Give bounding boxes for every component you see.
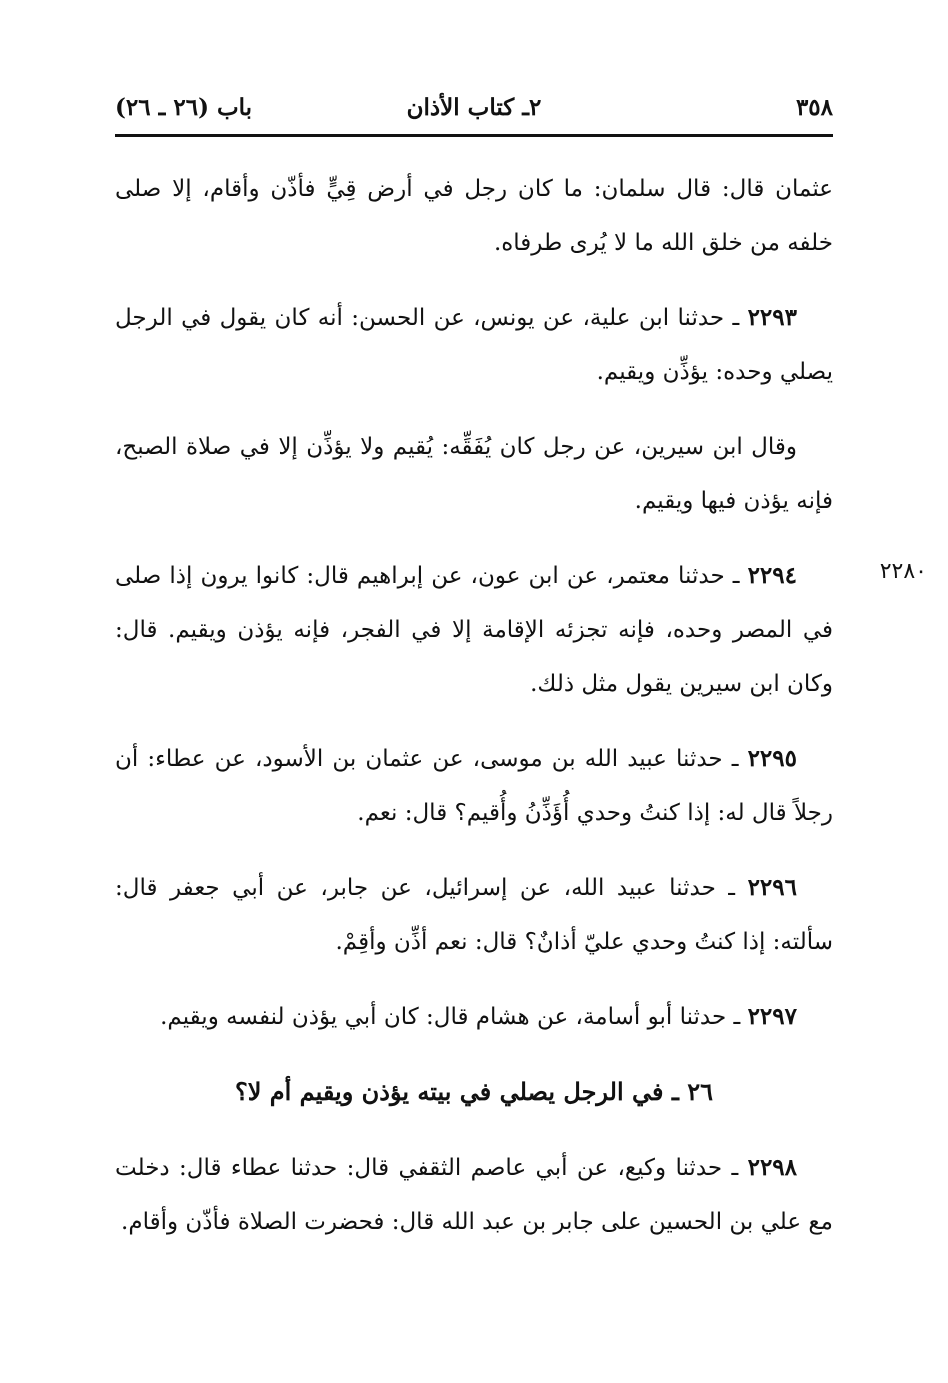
hadith-2298	[115, 1141, 833, 1249]
header-rule	[115, 134, 833, 137]
hadith-number: ٢٢٩٧	[747, 1003, 797, 1030]
paragraph-text: عثمان قال: قال سلمان: ما كان رجل في أرض قِيٍّ فأذّن وأقام، إلا صلى خلفه من خلق الله ما لا يُرى طرفاه.	[115, 176, 833, 256]
paragraph-ibn-sirin	[115, 420, 833, 528]
page-number: ٣٥٨	[795, 94, 833, 121]
hadith-number: ٢٢٩٣	[747, 304, 797, 331]
paragraph-text: ـ حدثنا أبو أسامة، عن هشام قال: كان أبي يؤذن لنفسه ويقيم.	[160, 1004, 741, 1030]
hadith-2296	[115, 861, 833, 969]
hadith-2293	[115, 291, 833, 399]
hadith-number: ٢٢٩٨	[747, 1154, 798, 1181]
hadith-number: ٢٢٩٦	[747, 874, 797, 901]
paragraph-text: وقال ابن سيرين، عن رجل كان يُفَقِّه: يُقيم ولا يؤذِّن إلا في صلاة الصبح، فإنه يؤذن فيها ويقيم.	[115, 434, 833, 514]
paragraph-text: ـ حدثنا عبيد الله بن موسى، عن عثمان بن الأسود، عن عطاء: أن رجلاً قال له: إذا كنتُ وحدي أُؤَذِّنُ وأُقيم؟ قال: نعم.	[115, 746, 833, 826]
paragraph-continuation	[115, 162, 833, 270]
paragraph-text: ـ حدثنا معتمر، عن ابن عون، عن إبراهيم قال: كانوا يرون إذا صلى في المصر وحده، فإنه تجزئه الإقامة إلا في الفجر، فإنه يؤذن ويقيم. قال: وكان ابن سيرين يقول مثل ذلك.	[115, 563, 833, 697]
chapter-reference: باب (٢٦ ـ ٢٦)	[115, 94, 253, 121]
book-title: ٢ـ كتاب الأذان	[406, 94, 542, 121]
page-body	[115, 162, 833, 1270]
hadith-2295	[115, 732, 833, 840]
margin-number: ٢٢٨٠	[879, 559, 927, 584]
hadith-number: ٢٢٩٥	[747, 745, 797, 772]
hadith-2297	[115, 990, 833, 1044]
paragraph-text: ـ حدثنا وكيع، عن أبي عاصم الثقفي قال: حدثنا عطاء قال: دخلت مع علي بن الحسين على جابر بن عبد الله قال: فحضرت الصلاة فأذّن وأقام.	[115, 1155, 833, 1235]
paragraph-text: ـ حدثنا عبيد الله، عن إسرائيل، عن جابر، عن أبي جعفر قال: سألته: إذا كنتُ وحدي عليّ أذانٌ؟ قال: نعم أذِّن وأقِمْ.	[115, 875, 833, 955]
paragraph-text: ـ حدثنا ابن علية، عن يونس، عن الحسن: أنه كان يقول في الرجل يصلي وحده: يؤذِّن ويقيم.	[115, 305, 833, 385]
hadith-2294	[115, 549, 833, 711]
section-heading: ٢٦ ـ في الرجل يصلي في بيته يؤذن ويقيم أم لا؟	[235, 1077, 713, 1106]
page-header	[115, 88, 833, 132]
hadith-number: ٢٢٩٤	[747, 562, 797, 589]
